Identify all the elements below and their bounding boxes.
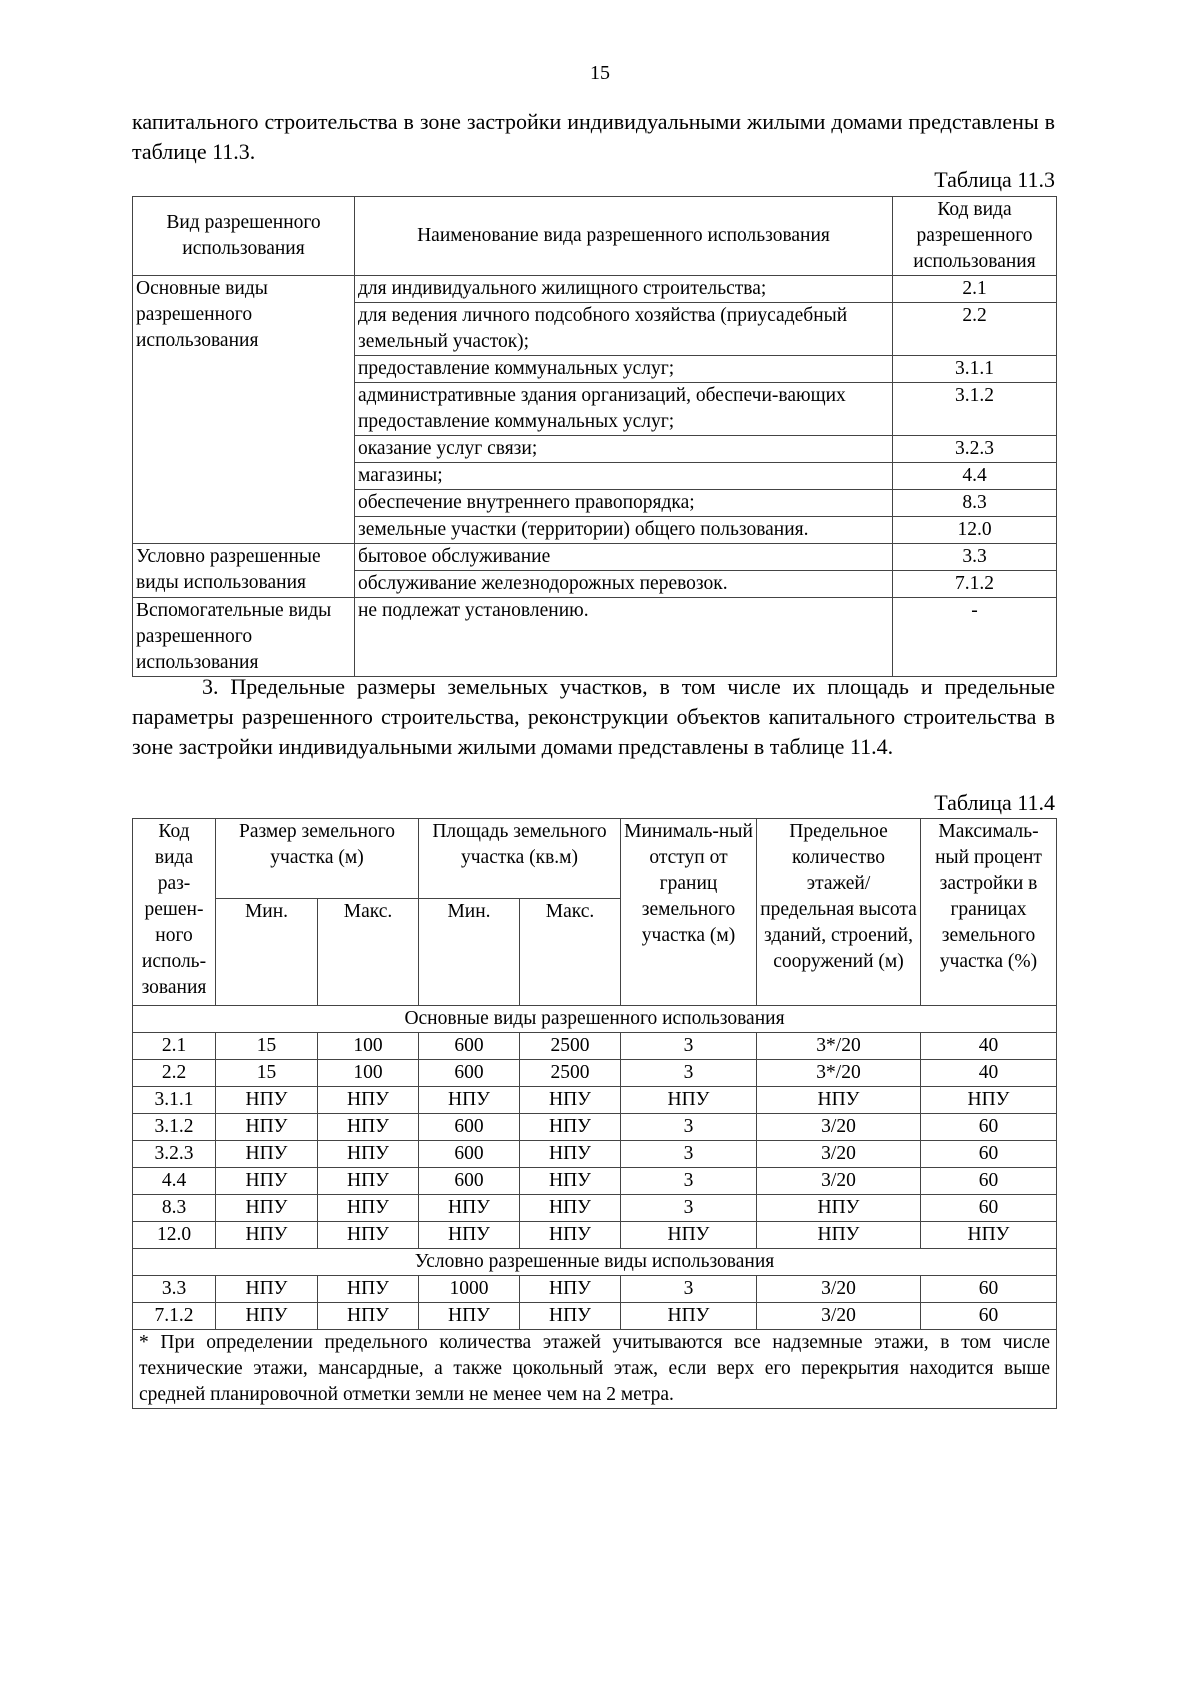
- section-row: [133, 1006, 1057, 1033]
- table-cell: 3*/20: [757, 1033, 921, 1060]
- table-cell: НПУ: [621, 1303, 757, 1330]
- use-code: 2.1: [893, 276, 1057, 303]
- table-cell: 8.3: [133, 1195, 216, 1222]
- table-cell: 2500: [520, 1060, 621, 1087]
- table-cell: 2.2: [133, 1060, 216, 1087]
- table-cell: НПУ: [318, 1222, 419, 1249]
- table-cell: НПУ: [318, 1276, 419, 1303]
- table-cell: 600: [419, 1168, 520, 1195]
- table-cell: НПУ: [921, 1222, 1057, 1249]
- table-cell: НПУ: [318, 1303, 419, 1330]
- header-size-max: Макс.: [318, 899, 419, 1006]
- table-cell: НПУ: [318, 1195, 419, 1222]
- table-cell: 60: [921, 1195, 1057, 1222]
- table-cell: НПУ: [216, 1222, 318, 1249]
- use-code: 3.1.1: [893, 356, 1057, 383]
- table-cell: НПУ: [921, 1087, 1057, 1114]
- table-cell: 15: [216, 1060, 318, 1087]
- table-cell: НПУ: [216, 1087, 318, 1114]
- table-cell: НПУ: [216, 1303, 318, 1330]
- table-cell: 1000: [419, 1276, 520, 1303]
- use-name: для индивидуального жилищного строительства;: [355, 276, 893, 303]
- table-cell: НПУ: [419, 1087, 520, 1114]
- table-11-4: [132, 818, 1057, 1409]
- table-row: [133, 1276, 1057, 1303]
- table-row: [133, 1060, 1057, 1087]
- section-title: Основные виды разрешенного использования: [133, 1006, 1057, 1033]
- use-code: 12.0: [893, 517, 1057, 544]
- table-cell: 3: [621, 1276, 757, 1303]
- table-cell: НПУ: [216, 1114, 318, 1141]
- table-row: [133, 1141, 1057, 1168]
- section-title: Условно разрешенные виды использования: [133, 1249, 1057, 1276]
- header-size-min: Мин.: [216, 899, 318, 1006]
- table-cell: НПУ: [216, 1195, 318, 1222]
- group-label: Условно разрешенные виды использования: [133, 544, 355, 598]
- group-label: Основные виды разрешенного использования: [133, 276, 355, 544]
- table-cell: 3/20: [757, 1168, 921, 1195]
- table-row: [133, 1303, 1057, 1330]
- table-row: [133, 276, 1057, 303]
- table-cell: НПУ: [318, 1141, 419, 1168]
- table-cell: 40: [921, 1060, 1057, 1087]
- table-cell: 600: [419, 1033, 520, 1060]
- table-cell: 3: [621, 1060, 757, 1087]
- intro-paragraph: [132, 107, 1055, 167]
- table-cell: 3.1.1: [133, 1087, 216, 1114]
- use-code: 3.2.3: [893, 436, 1057, 463]
- header-size: Размер земельного участка (м): [216, 819, 419, 899]
- footnote-row: [133, 1330, 1057, 1409]
- table-11-3: [132, 196, 1057, 677]
- table-cell: НПУ: [318, 1168, 419, 1195]
- table-cell: 60: [921, 1141, 1057, 1168]
- table-cell: НПУ: [419, 1303, 520, 1330]
- use-name: предоставление коммунальных услуг;: [355, 356, 893, 383]
- table-cell: НПУ: [318, 1114, 419, 1141]
- table-cell: 600: [419, 1141, 520, 1168]
- table-cell: НПУ: [520, 1087, 621, 1114]
- table-cell: НПУ: [757, 1195, 921, 1222]
- table-cell: НПУ: [216, 1141, 318, 1168]
- header-area: Площадь земельного участка (кв.м): [419, 819, 621, 899]
- table-cell: 2500: [520, 1033, 621, 1060]
- use-name: оказание услуг связи;: [355, 436, 893, 463]
- table-cell: 12.0: [133, 1222, 216, 1249]
- table-cell: НПУ: [520, 1276, 621, 1303]
- page-number: 15: [590, 62, 610, 84]
- table-cell: 60: [921, 1276, 1057, 1303]
- table-cell: 3*/20: [757, 1060, 921, 1087]
- table-cell: 100: [318, 1060, 419, 1087]
- table-cell: 600: [419, 1114, 520, 1141]
- table-cell: 60: [921, 1168, 1057, 1195]
- header-cell: Наименование вида разрешенного использования: [355, 197, 893, 276]
- table-row: [133, 1087, 1057, 1114]
- header-percent: Максималь-ный процент застройки в границах земельного участка (%): [921, 819, 1057, 1006]
- table-cell: 3/20: [757, 1114, 921, 1141]
- use-code: 8.3: [893, 490, 1057, 517]
- table-cell: 2.1: [133, 1033, 216, 1060]
- use-name: магазины;: [355, 463, 893, 490]
- table-11-4-caption: Таблица 11.4: [934, 790, 1055, 815]
- table-cell: 60: [921, 1114, 1057, 1141]
- use-name: обеспечение внутреннего правопорядка;: [355, 490, 893, 517]
- table-cell: НПУ: [520, 1141, 621, 1168]
- table-cell: 3.3: [133, 1276, 216, 1303]
- footnote: * При определении предельного количества этажей учитываются все надземные этажи, в том числе технические этажи, мансардные, а также цокольный этаж, если верх его перекрытия находится выше средней планировочной отметки земли не менее чем на 2 метра.: [133, 1330, 1057, 1409]
- table-row: [133, 1168, 1057, 1195]
- table-cell: НПУ: [520, 1222, 621, 1249]
- use-name: обслуживание железнодорожных перевозок.: [355, 571, 893, 598]
- table-cell: НПУ: [621, 1222, 757, 1249]
- header-area-min: Мин.: [419, 899, 520, 1006]
- use-name: земельные участки (территории) общего пользования.: [355, 517, 893, 544]
- table-row: [133, 1222, 1057, 1249]
- table-11-3-caption: Таблица 11.3: [934, 167, 1055, 192]
- use-code: 3.3: [893, 544, 1057, 571]
- table-row: [133, 1114, 1057, 1141]
- table-cell: НПУ: [621, 1087, 757, 1114]
- table-cell: 3: [621, 1033, 757, 1060]
- table-cell: НПУ: [757, 1222, 921, 1249]
- table-cell: 15: [216, 1033, 318, 1060]
- header-cell: Код вида разрешенного использования: [893, 197, 1057, 276]
- use-code: 2.2: [893, 303, 1057, 356]
- table-cell: 3: [621, 1114, 757, 1141]
- table-cell: 3/20: [757, 1276, 921, 1303]
- table-cell: НПУ: [520, 1114, 621, 1141]
- use-code: 7.1.2: [893, 571, 1057, 598]
- use-code: 4.4: [893, 463, 1057, 490]
- header-cell: Вид разрешенного использования: [133, 197, 355, 276]
- use-code: -: [893, 598, 1057, 677]
- table-cell: 3/20: [757, 1141, 921, 1168]
- table-cell: 3/20: [757, 1303, 921, 1330]
- header-row: [133, 197, 1057, 276]
- use-code: 3.1.2: [893, 383, 1057, 436]
- intro-text: капитального строительства в зоне застройки индивидуальными жилыми домами представлены в таблице 11.3.: [132, 109, 1055, 164]
- table-cell: НПУ: [318, 1087, 419, 1114]
- table-cell: НПУ: [419, 1222, 520, 1249]
- table-row: [133, 1033, 1057, 1060]
- table-cell: НПУ: [520, 1195, 621, 1222]
- table-cell: НПУ: [757, 1087, 921, 1114]
- table-row: [133, 544, 1057, 571]
- use-name: административные здания организаций, обеспечи-вающих предоставление коммунальных услуг;: [355, 383, 893, 436]
- table-cell: 3.1.2: [133, 1114, 216, 1141]
- use-name: бытовое обслуживание: [355, 544, 893, 571]
- table-cell: 40: [921, 1033, 1057, 1060]
- table-cell: НПУ: [216, 1276, 318, 1303]
- table-cell: 4.4: [133, 1168, 216, 1195]
- table-cell: 7.1.2: [133, 1303, 216, 1330]
- table-cell: 100: [318, 1033, 419, 1060]
- use-name: для ведения личного подсобного хозяйства (приусадебный земельный участок);: [355, 303, 893, 356]
- table-cell: НПУ: [520, 1303, 621, 1330]
- table-cell: 60: [921, 1303, 1057, 1330]
- group-label: Вспомогательные виды разрешенного использования: [133, 598, 355, 677]
- header-offset: Минималь-ный отступ от границ земельного участка (м): [621, 819, 757, 1006]
- table-cell: 3.2.3: [133, 1141, 216, 1168]
- section-row: [133, 1249, 1057, 1276]
- table-cell: НПУ: [216, 1168, 318, 1195]
- table-cell: 3: [621, 1195, 757, 1222]
- header-floors: Предельное количество этажей/ предельная высота зданий, строений, сооружений (м): [757, 819, 921, 1006]
- table-cell: НПУ: [520, 1168, 621, 1195]
- table-cell: 600: [419, 1060, 520, 1087]
- use-name: не подлежат установлению.: [355, 598, 893, 677]
- table-row: [133, 598, 1057, 677]
- table-row: [133, 1195, 1057, 1222]
- header-code: Код вида раз-решен-ного исполь-зования: [133, 819, 216, 1006]
- table-cell: НПУ: [419, 1195, 520, 1222]
- header-area-max: Макс.: [520, 899, 621, 1006]
- paragraph-3-text: 3. Предельные размеры земельных участков, в том числе их площадь и предельные параметры разрешенного строительства, реконструкции объектов капитального строительства в зоне застройки индивидуальными жилыми домами представлены в таблице 11.4.: [132, 674, 1055, 759]
- table-cell: 3: [621, 1168, 757, 1195]
- paragraph-3: [132, 672, 1055, 762]
- table-cell: 3: [621, 1141, 757, 1168]
